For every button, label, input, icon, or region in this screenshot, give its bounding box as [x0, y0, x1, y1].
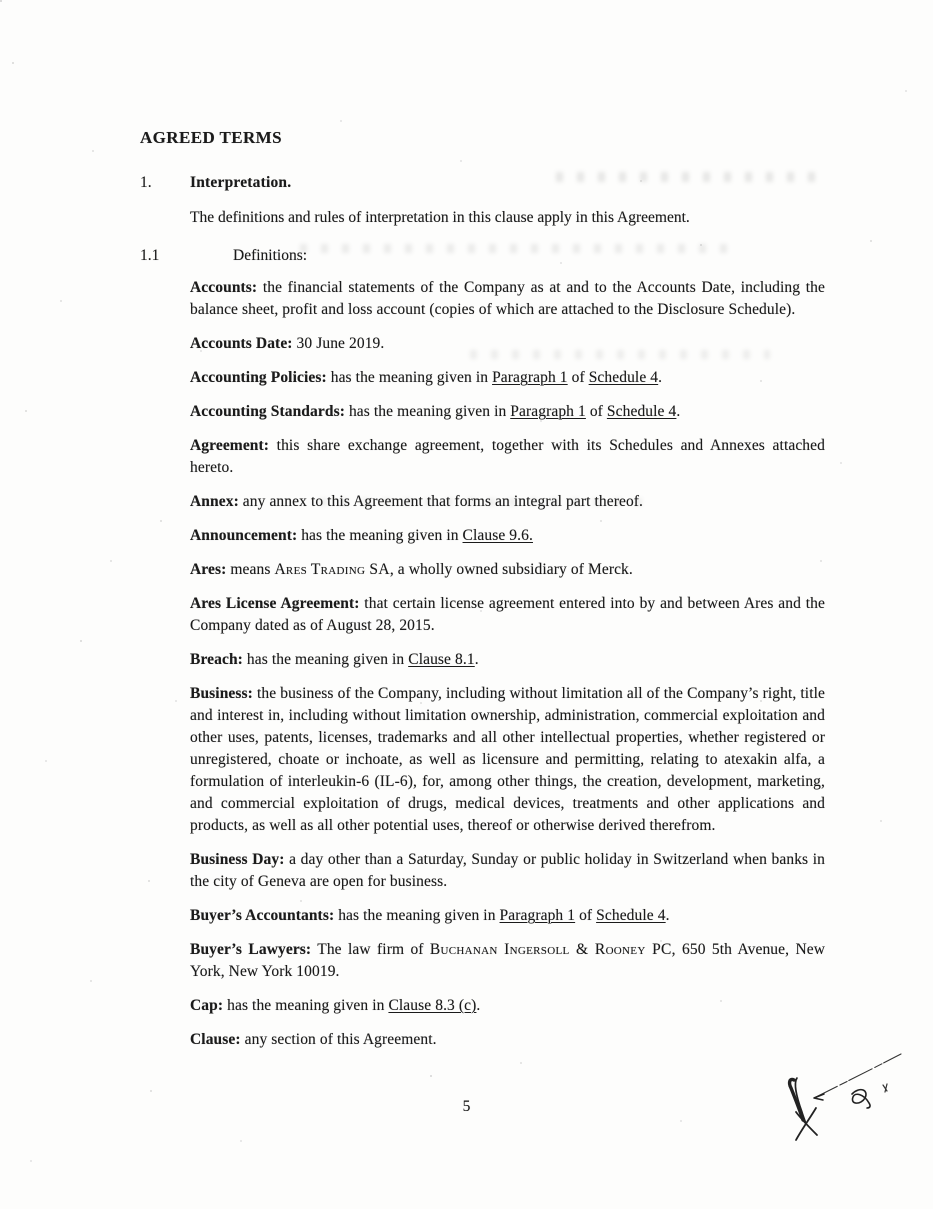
- definition-paragraph: [190, 939, 825, 983]
- text-segment: has the meaning given in: [344, 403, 511, 420]
- text-segment: Paragraph 1: [510, 403, 586, 420]
- subsection-definitions: [140, 245, 825, 267]
- text-segment: the financial statements of the Company as at and to the Accounts Date, including the balance sheet, profit and loss account (copies of which are attached to the Disclosure Schedule).: [190, 279, 825, 318]
- text-segment: Accounting Policies:: [190, 369, 327, 386]
- text-segment: .: [476, 997, 481, 1014]
- text-segment: , a wholly owned subsidiary of Merck.: [389, 561, 633, 578]
- text-segment: Schedule 4: [588, 369, 659, 386]
- text-segment: .: [665, 907, 670, 924]
- text-segment: Schedule 4: [606, 403, 677, 420]
- subsection-number: 1.1: [140, 247, 160, 264]
- page-heading: AGREED TERMS: [140, 128, 282, 147]
- text-segment: Annex:: [190, 493, 239, 510]
- text-segment: any annex to this Agreement that forms an integral part thereof.: [238, 493, 644, 510]
- text-segment: Buchanan Ingersoll & Rooney PC: [429, 941, 672, 958]
- definition-paragraph: [190, 995, 825, 1017]
- text-segment: has the meaning given in: [334, 907, 500, 924]
- text-segment: Buyer’s Accountants:: [190, 907, 335, 924]
- text-segment: .: [676, 403, 681, 420]
- text-segment: that certain license agreement entered into by and between Ares and the Company dated as of August 28, 2015.: [190, 595, 825, 634]
- text-segment: Business:: [190, 685, 253, 702]
- text-segment: The law firm of: [311, 941, 430, 958]
- text-segment: means: [226, 561, 275, 578]
- text-segment: Accounts Date:: [190, 335, 293, 352]
- text-segment: Breach:: [190, 651, 243, 668]
- text-segment: the business of the Company, including without limitation all of the Company’s right, title and interest in, including without limitation ownership, administration, commercial exploitation and other uses, patents, licenses, trademarks and all other intellectual properties, whether registered or unregistered, choate or inchoate, as well as licensure and permitting, relating to atexakin alfa, a formulation of interleukin-6 (IL-6), for, among other things, the creation, development, marketing, and commercial exploitation of drugs, medical devices, treatments and other applications and products, as well as all other potential uses, thereof or otherwise derived therefrom.: [190, 685, 825, 834]
- section-title: Interpretation.: [190, 174, 292, 191]
- text-segment: has the meaning given in: [223, 997, 389, 1014]
- definition-paragraph: [190, 277, 825, 321]
- text-segment: Ares License Agreement:: [190, 595, 360, 612]
- definitions-list: [190, 277, 825, 1051]
- text-segment: Paragraph 1: [499, 907, 576, 924]
- text-segment: has the meaning given in: [297, 527, 463, 544]
- text-segment: , 650 5th Avenue, New York, New York 10019.: [190, 941, 826, 980]
- definition-paragraph: [190, 367, 825, 389]
- text-segment: Accounting Standards:: [190, 403, 345, 420]
- definition-paragraph: [190, 559, 825, 581]
- text-segment: Clause 8.3 (c): [388, 997, 477, 1014]
- text-segment: Business Day:: [190, 851, 285, 868]
- text-segment: Clause 8.1: [408, 651, 475, 668]
- text-segment: Buyer’s Lawyers:: [190, 941, 312, 958]
- section-intro-text: The definitions and rules of interpretation in this clause apply in this Agreement.: [190, 209, 690, 226]
- text-segment: .: [658, 369, 663, 386]
- text-segment: of: [575, 907, 597, 924]
- text-segment: Accounts:: [190, 279, 258, 296]
- text-segment: Paragraph 1: [492, 369, 568, 386]
- text-segment: a day other than a Saturday, Sunday or public holiday in Switzerland when banks in the city of Geneva are open for business.: [190, 851, 825, 890]
- definition-paragraph: [190, 849, 825, 893]
- subsection-title: Definitions:: [233, 247, 308, 264]
- definition-paragraph: [190, 593, 825, 637]
- text-segment: of: [585, 403, 607, 420]
- text-segment: Clause:: [190, 1031, 241, 1048]
- text-segment: this share exchange agreement, together with its Schedules and Annexes attached hereto.: [190, 437, 825, 476]
- text-segment: Schedule 4: [596, 907, 666, 924]
- definition-paragraph: [190, 401, 825, 423]
- text-segment: has the meaning given in: [242, 651, 409, 668]
- text-segment: .: [474, 651, 479, 668]
- text-segment: 30 June 2019.: [292, 335, 385, 352]
- text-segment: has the meaning given in: [326, 369, 493, 386]
- text-segment: Ares Trading SA: [274, 561, 390, 578]
- definition-paragraph: [190, 683, 825, 837]
- text-segment: of: [567, 369, 589, 386]
- definition-paragraph: [190, 435, 825, 479]
- definition-paragraph: [190, 905, 825, 927]
- definition-paragraph: [190, 525, 825, 547]
- definition-paragraph: [190, 333, 825, 355]
- text-segment: Ares:: [190, 561, 227, 578]
- section-interpretation: [140, 172, 825, 194]
- text-segment: Clause 9.6.: [462, 527, 533, 544]
- text-segment: Cap:: [190, 997, 224, 1014]
- section-number: 1.: [140, 174, 152, 191]
- text-segment: any section of this Agreement.: [240, 1031, 437, 1048]
- definition-paragraph: [190, 1029, 825, 1051]
- definition-paragraph: [190, 649, 825, 671]
- text-segment: Agreement:: [190, 437, 270, 454]
- page-number: 5: [462, 1098, 471, 1115]
- text-segment: Announcement:: [190, 527, 298, 544]
- scan-noise: [0, 0, 2, 2]
- definition-paragraph: [190, 491, 825, 513]
- handwritten-initials-mark: [772, 1028, 932, 1163]
